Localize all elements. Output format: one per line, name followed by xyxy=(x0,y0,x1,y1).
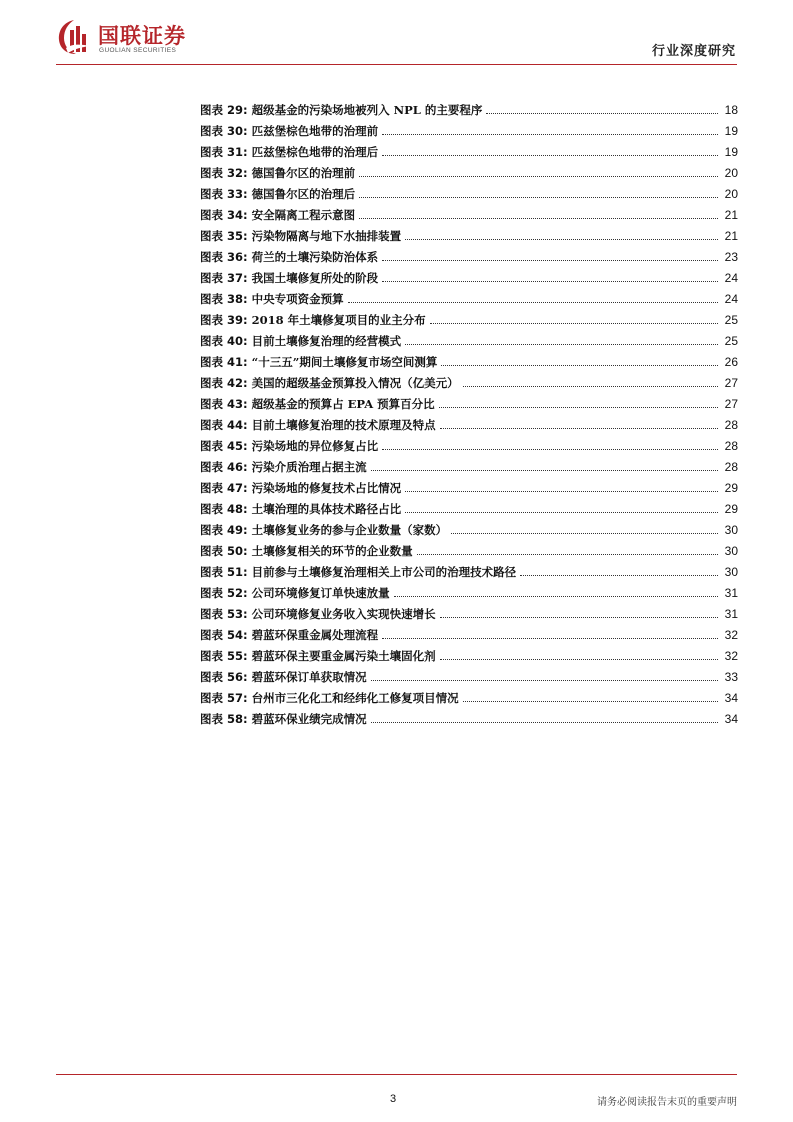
toc-entry-page: 20 xyxy=(724,166,738,180)
toc-dot-leader xyxy=(359,218,718,219)
toc-entry-title: 我国土壤修复所处的阶段 xyxy=(251,271,379,285)
report-type-label: 行业深度研究 xyxy=(651,44,736,59)
footer-divider xyxy=(56,1074,737,1075)
toc-entry-label: 图表 39: xyxy=(200,313,248,327)
toc-entry-page: 20 xyxy=(724,187,738,201)
toc-entry-label: 图表 57: xyxy=(200,691,248,705)
toc-entry-label: 图表 52: xyxy=(200,586,248,600)
toc-entry-label: 图表 50: xyxy=(200,544,248,558)
toc-dot-leader xyxy=(439,407,718,408)
toc-entry[interactable] xyxy=(200,474,738,495)
toc-entry-page: 25 xyxy=(724,313,738,327)
toc-dot-leader xyxy=(440,617,718,618)
toc-entry-title: 匹兹堡棕色地带的治理前 xyxy=(251,124,379,138)
toc-entry[interactable] xyxy=(200,516,738,537)
toc-dot-leader xyxy=(417,554,718,555)
toc-entry-page: 18 xyxy=(724,103,738,117)
toc-entry-page: 19 xyxy=(724,145,738,159)
toc-entry-page: 32 xyxy=(724,649,738,663)
toc-entry-label: 图表 32: xyxy=(200,166,248,180)
toc-entry-label: 图表 38: xyxy=(200,292,248,306)
toc-entry-label: 图表 44: xyxy=(200,418,248,432)
toc-entry-page: 31 xyxy=(724,607,738,621)
toc-entry[interactable] xyxy=(200,159,738,180)
toc-dot-leader xyxy=(441,365,718,366)
toc-entry[interactable] xyxy=(200,369,738,390)
toc-entry-title: 碧蓝环保业绩完成情况 xyxy=(251,712,367,726)
header-divider xyxy=(56,64,737,65)
toc-entry-label: 图表 29: xyxy=(200,103,248,117)
toc-entry[interactable] xyxy=(200,705,738,726)
toc-dot-leader xyxy=(405,239,718,240)
toc-entry-title: 污染场地的修复技术占比情况 xyxy=(251,481,402,495)
toc-entry-label: 图表 31: xyxy=(200,145,248,159)
toc-entry-page: 29 xyxy=(724,481,738,495)
toc-entry[interactable] xyxy=(200,684,738,705)
toc-entry[interactable] xyxy=(200,390,738,411)
toc-entry-label: 图表 46: xyxy=(200,460,248,474)
toc-entry-page: 27 xyxy=(724,376,738,390)
toc-entry-title: 土壤治理的具体技术路径占比 xyxy=(251,502,402,516)
toc-entry-label: 图表 51: xyxy=(200,565,248,579)
toc-dot-leader xyxy=(463,701,718,702)
toc-entry-label: 图表 49: xyxy=(200,523,248,537)
toc-dot-leader xyxy=(382,260,718,261)
toc-entry-title: 污染场地的异位修复占比 xyxy=(251,439,379,453)
toc-entry-title: 碧蓝环保重金属处理流程 xyxy=(251,628,379,642)
toc-dot-leader xyxy=(486,113,718,114)
figure-list xyxy=(200,96,738,726)
toc-dot-leader xyxy=(430,323,718,324)
toc-entry-label: 图表 43: xyxy=(200,397,248,411)
toc-entry-label: 图表 33: xyxy=(200,187,248,201)
toc-entry-page: 19 xyxy=(724,124,738,138)
toc-dot-leader xyxy=(394,596,718,597)
toc-dot-leader xyxy=(382,281,718,282)
toc-entry[interactable] xyxy=(200,537,738,558)
toc-entry-label: 图表 58: xyxy=(200,712,248,726)
toc-dot-leader xyxy=(371,722,718,723)
toc-entry-title: 超级基金的污染场地被列入 NPL 的主要程序 xyxy=(251,103,483,117)
toc-entry[interactable] xyxy=(200,642,738,663)
toc-entry-title: 台州市三化化工和经纬化工修复项目情况 xyxy=(251,691,459,705)
toc-entry-title: 碧蓝环保主要重金属污染土壤固化剂 xyxy=(251,649,436,663)
toc-entry-title: 安全隔离工程示意图 xyxy=(251,208,356,222)
toc-entry-title: 美国的超级基金预算投入情况（亿美元） xyxy=(251,376,459,390)
toc-entry-label: 图表 47: xyxy=(200,481,248,495)
toc-dot-leader xyxy=(451,533,718,534)
toc-dot-leader xyxy=(440,428,718,429)
toc-entry-page: 28 xyxy=(724,439,738,453)
toc-entry-title: 公司环境修复订单快速放量 xyxy=(251,586,390,600)
toc-entry[interactable] xyxy=(200,663,738,684)
toc-entry-title: 匹兹堡棕色地带的治理后 xyxy=(251,145,379,159)
toc-entry-page: 30 xyxy=(724,565,738,579)
toc-entry-page: 24 xyxy=(724,271,738,285)
toc-entry[interactable] xyxy=(200,222,738,243)
toc-entry-label: 图表 30: xyxy=(200,124,248,138)
toc-entry-label: 图表 35: xyxy=(200,229,248,243)
toc-entry-label: 图表 37: xyxy=(200,271,248,285)
toc-entry[interactable] xyxy=(200,600,738,621)
toc-dot-leader xyxy=(405,512,718,513)
toc-entry-page: 21 xyxy=(724,208,738,222)
toc-entry-title: 土壤修复相关的环节的企业数量 xyxy=(251,544,413,558)
toc-entry-page: 28 xyxy=(724,418,738,432)
toc-entry-title: 德国鲁尔区的治理前 xyxy=(251,166,356,180)
toc-dot-leader xyxy=(405,491,718,492)
toc-dot-leader xyxy=(520,575,718,576)
toc-entry-label: 图表 40: xyxy=(200,334,248,348)
toc-entry-page: 29 xyxy=(724,502,738,516)
toc-entry[interactable] xyxy=(200,201,738,222)
toc-entry[interactable] xyxy=(200,621,738,642)
toc-entry[interactable] xyxy=(200,579,738,600)
footer-disclaimer: 请务必阅读报告末页的重要声明 xyxy=(597,1097,737,1108)
toc-dot-leader xyxy=(371,470,718,471)
toc-dot-leader xyxy=(348,302,718,303)
toc-entry-page: 31 xyxy=(724,586,738,600)
toc-entry-title: 2018 年土壤修复项目的业主分布 xyxy=(251,313,426,327)
toc-entry[interactable] xyxy=(200,264,738,285)
toc-entry-page: 23 xyxy=(724,250,738,264)
toc-entry-page: 32 xyxy=(724,628,738,642)
toc-dot-leader xyxy=(359,197,718,198)
logo-english-name: GUOLIAN SECURITIES xyxy=(99,47,177,54)
logo-mark-icon xyxy=(56,18,92,56)
toc-entry[interactable] xyxy=(200,558,738,579)
toc-entry[interactable] xyxy=(200,432,738,453)
toc-dot-leader xyxy=(371,680,718,681)
toc-entry-page: 34 xyxy=(724,712,738,726)
toc-entry[interactable] xyxy=(200,138,738,159)
toc-entry-title: 中央专项资金预算 xyxy=(251,292,344,306)
toc-entry-title: 碧蓝环保订单获取情况 xyxy=(251,670,367,684)
toc-entry[interactable] xyxy=(200,306,738,327)
toc-dot-leader xyxy=(463,386,718,387)
toc-entry[interactable] xyxy=(200,96,738,117)
toc-dot-leader xyxy=(382,449,718,450)
toc-entry-label: 图表 48: xyxy=(200,502,248,516)
toc-entry-title: 德国鲁尔区的治理后 xyxy=(251,187,356,201)
toc-entry[interactable] xyxy=(200,243,738,264)
toc-entry-page: 21 xyxy=(724,229,738,243)
toc-dot-leader xyxy=(382,134,718,135)
toc-entry-title: 污染物隔离与地下水抽排装置 xyxy=(251,229,402,243)
toc-entry-label: 图表 36: xyxy=(200,250,248,264)
toc-entry-title: 荷兰的土壤污染防治体系 xyxy=(251,250,379,264)
toc-entry-title: 目前土壤修复治理的经营模式 xyxy=(251,334,402,348)
toc-dot-leader xyxy=(382,638,718,639)
toc-entry-page: 27 xyxy=(724,397,738,411)
toc-entry-label: 图表 55: xyxy=(200,649,248,663)
toc-entry[interactable] xyxy=(200,453,738,474)
toc-entry[interactable] xyxy=(200,411,738,432)
toc-entry-page: 24 xyxy=(724,292,738,306)
toc-entry-page: 33 xyxy=(724,670,738,684)
toc-dot-leader xyxy=(359,176,718,177)
logo-chinese-name: 国联证券 xyxy=(98,24,186,48)
toc-entry-page: 30 xyxy=(724,523,738,537)
toc-entry[interactable] xyxy=(200,117,738,138)
toc-entry-title: 土壤修复业务的参与企业数量（家数） xyxy=(251,523,448,537)
toc-entry-label: 图表 42: xyxy=(200,376,248,390)
toc-entry-title: 超级基金的预算占 EPA 预算百分比 xyxy=(251,397,435,411)
toc-entry-title: 目前土壤修复治理的技术原理及特点 xyxy=(251,418,436,432)
toc-entry-title: 目前参与土壤修复治理相关上市公司的治理技术路径 xyxy=(251,565,517,579)
toc-entry-title: “十三五”期间土壤修复市场空间测算 xyxy=(251,355,438,369)
page-header xyxy=(56,18,736,68)
toc-dot-leader xyxy=(405,344,718,345)
toc-entry-page: 34 xyxy=(724,691,738,705)
toc-entry[interactable] xyxy=(200,327,738,348)
toc-entry[interactable] xyxy=(200,495,738,516)
toc-entry[interactable] xyxy=(200,180,738,201)
toc-entry-page: 26 xyxy=(724,355,738,369)
toc-entry-label: 图表 41: xyxy=(200,355,248,369)
toc-dot-leader xyxy=(382,155,718,156)
toc-entry-label: 图表 34: xyxy=(200,208,248,222)
toc-entry-title: 公司环境修复业务收入实现快速增长 xyxy=(251,607,436,621)
company-logo xyxy=(56,18,216,62)
toc-entry-page: 25 xyxy=(724,334,738,348)
toc-entry-label: 图表 53: xyxy=(200,607,248,621)
toc-entry-page: 28 xyxy=(724,460,738,474)
toc-entry[interactable] xyxy=(200,348,738,369)
toc-entry-title: 污染介质治理占据主流 xyxy=(251,460,367,474)
toc-entry-label: 图表 56: xyxy=(200,670,248,684)
toc-entry-page: 30 xyxy=(724,544,738,558)
toc-entry[interactable] xyxy=(200,285,738,306)
toc-entry-label: 图表 45: xyxy=(200,439,248,453)
page-number: 3 xyxy=(390,1093,397,1105)
toc-dot-leader xyxy=(440,659,718,660)
toc-entry-label: 图表 54: xyxy=(200,628,248,642)
